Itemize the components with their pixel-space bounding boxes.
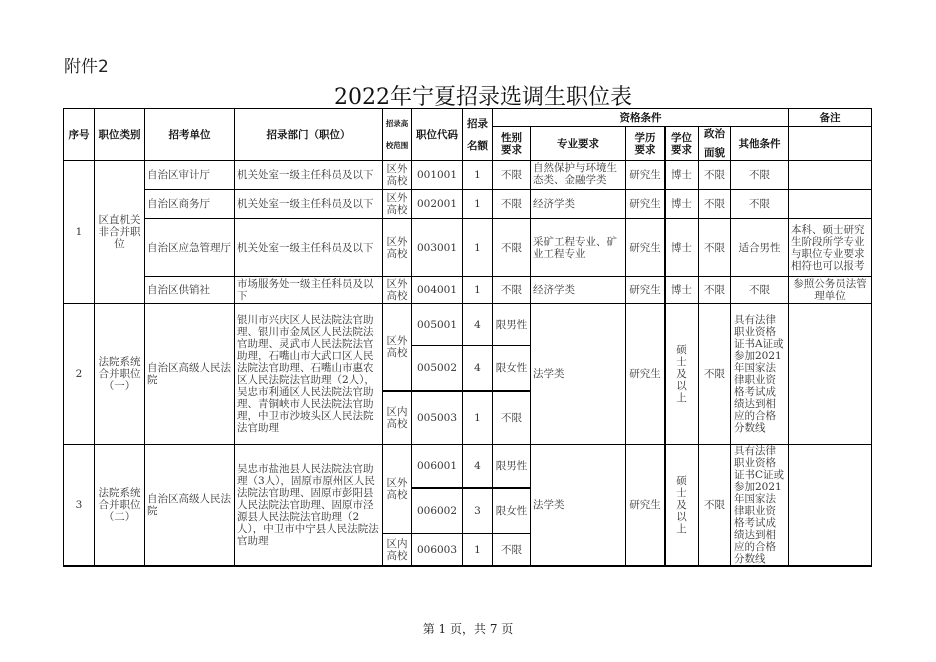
table-row-scope: 区外高校	[383, 190, 412, 219]
group1-seq: 1	[63, 161, 95, 304]
table-row-political: 不限	[699, 161, 731, 190]
group1-category: 区直机关非合并职位	[95, 161, 145, 304]
table-row-gender: 不限	[493, 392, 531, 445]
group3-political: 不限	[699, 445, 731, 567]
table-row-other: 适合男性	[731, 219, 789, 277]
table-row-code: 006001	[412, 445, 463, 489]
table-row-education: 研究生	[626, 219, 665, 277]
header-code: 职位代码	[412, 108, 463, 161]
header-remarks: 备注	[789, 108, 872, 127]
table-row-gender: 不限	[493, 190, 531, 219]
group3-unit: 自治区高级人民法院	[145, 445, 235, 567]
header-major: 专业要求	[531, 127, 626, 161]
table-row-code: 005003	[412, 392, 463, 445]
group3-seq: 3	[63, 445, 95, 567]
table-row-scope: 区外高校	[383, 161, 412, 190]
table-row-code: 005001	[412, 304, 463, 346]
table-row-degree: 博士	[665, 277, 699, 304]
table-row-scope: 区外高校	[383, 219, 412, 277]
table-row-code: 006003	[412, 534, 463, 567]
group2-remarks	[789, 304, 872, 445]
group2-education: 研究生	[626, 304, 665, 445]
table-row-major: 采矿工程专业、矿业工程专业	[531, 219, 626, 277]
table-row-quota: 4	[463, 304, 493, 346]
table-row-political: 不限	[699, 277, 731, 304]
header-political-line2: 面貌	[704, 147, 725, 159]
header-gender: 性别要求	[493, 127, 531, 161]
header-school-scope-line1: 招录高	[385, 118, 409, 128]
table-row-code: 005002	[412, 346, 463, 392]
table-row-major: 经济学类	[531, 190, 626, 219]
table-row-degree: 博士	[665, 190, 699, 219]
table-row-remarks: 参照公务员法管理单位	[789, 277, 872, 304]
table-row-quota: 1	[463, 534, 493, 567]
group3-education: 研究生	[626, 445, 665, 567]
header-unit: 招考单位	[145, 108, 235, 161]
table-row-unit: 自治区商务厅	[145, 190, 235, 219]
page-title: 2022年宁夏招录选调生职位表	[334, 85, 632, 110]
header-degree: 学位要求	[665, 127, 699, 161]
table-row-gender: 限男性	[493, 304, 531, 346]
table-row-degree: 博士	[665, 161, 699, 190]
table-row-gender: 限女性	[493, 489, 531, 534]
table-row-other: 不限	[731, 190, 789, 219]
header-political-line1: 政治	[704, 128, 725, 140]
header-seq: 序号	[63, 108, 95, 161]
header-qualifications: 资格条件	[493, 108, 789, 127]
group2-major: 法学类	[531, 304, 626, 445]
table-row-gender: 限男性	[493, 445, 531, 489]
table-row-code: 006002	[412, 489, 463, 534]
table-row-remarks: 本科、硕士研究生阶段所学专业与职位专业要求相符也可以报考	[789, 219, 872, 277]
table-row-department: 机关处室一级主任科员及以下	[235, 190, 383, 219]
table-row-quota: 1	[463, 190, 493, 219]
header-school-scope	[383, 108, 412, 161]
group3-other: 具有法律职业资格证书C证或参加2021年国家法律职业资格考试成绩达到相应的合格分数线	[731, 445, 789, 567]
page-footer: 第 1 页，共 7 页	[422, 622, 514, 636]
header-education: 学历要求	[626, 127, 665, 161]
header-department: 招录部门（职位）	[235, 108, 383, 161]
group2-political: 不限	[699, 304, 731, 445]
table-row-gender: 不限	[493, 219, 531, 277]
group2-unit: 自治区高级人民法院	[145, 304, 235, 445]
header-other: 其他条件	[731, 127, 789, 161]
table-row-department: 机关处室一级主任科员及以下	[235, 161, 383, 190]
table-row-department: 市场服务处一级主任科员及以下	[235, 277, 383, 304]
group3-major: 法学类	[531, 445, 626, 567]
table-row-quota: 3	[463, 489, 493, 534]
group3-scope-outside: 区外高校	[383, 445, 412, 534]
table-row-quota: 1	[463, 277, 493, 304]
header-political	[699, 127, 731, 161]
group3-scope-inside: 区内高校	[383, 534, 412, 567]
table-row-unit: 自治区应急管理厅	[145, 219, 235, 277]
header-school-scope-line2: 校范围	[385, 140, 409, 150]
table-row-other: 不限	[731, 277, 789, 304]
table-row-political: 不限	[699, 219, 731, 277]
table-row-quota: 4	[463, 445, 493, 489]
table-row-political: 不限	[699, 190, 731, 219]
table-row-gender: 限女性	[493, 346, 531, 392]
group2-scope-outside: 区外高校	[383, 304, 412, 392]
header-remarks-sub	[789, 127, 872, 161]
thick-divider	[664, 127, 666, 567]
group2-seq: 2	[63, 304, 95, 445]
table-row-department: 机关处室一级主任科员及以下	[235, 219, 383, 277]
table-row-gender: 不限	[493, 534, 531, 567]
table-row-other: 不限	[731, 161, 789, 190]
group2-scope-inside: 区内高校	[383, 392, 412, 445]
group2-department: 银川市兴庆区人民法院法官助理、银川市金凤区人民法院法官助理、灵武市人民法院法官助理，石嘴山市大武口区人民法院法官助理、石嘴山市惠农区人民法院法官助理（2人），吴忠市利通区人民法院法官助理、青铜峡市人民法院法官助理，中卫市沙坡头区人民法院法官助理	[235, 304, 383, 445]
table-row-quota: 1	[463, 161, 493, 190]
table-row-degree: 博士	[665, 219, 699, 277]
group3-remarks	[789, 445, 872, 567]
table-row-code: 003001	[412, 219, 463, 277]
table-row-code: 004001	[412, 277, 463, 304]
table-row-code: 001001	[412, 161, 463, 190]
table-row-education: 研究生	[626, 277, 665, 304]
attachment-label: 附件2	[64, 57, 109, 77]
table-row-remarks	[789, 190, 872, 219]
header-category: 职位类别	[95, 108, 145, 161]
table-row-quota: 1	[463, 219, 493, 277]
table-row-quota: 1	[463, 392, 493, 445]
header-quota-line1: 招录	[467, 117, 488, 130]
table-row-remarks	[789, 161, 872, 190]
table-row-gender: 不限	[493, 277, 531, 304]
header-quota-line2: 名额	[467, 139, 488, 152]
table-row-quota: 4	[463, 346, 493, 392]
table-row-major: 自然保护与环境生态类、金融学类	[531, 161, 626, 190]
table-row-unit: 自治区供销社	[145, 277, 235, 304]
header-quota	[463, 108, 493, 161]
group3-department: 吴忠市盐池县人民法院法官助理（3人），固原市原州区人民法院法官助理、固原市彭阳县人民法院法官助理、固原市泾源县人民法院法官助理（2人），中卫市中宁县人民法院法官助理	[235, 445, 383, 567]
table-row-code: 002001	[412, 190, 463, 219]
table-row-scope: 区外高校	[383, 277, 412, 304]
table-row-education: 研究生	[626, 190, 665, 219]
group3-degree: 硕士及以上	[665, 445, 699, 567]
table-row-major: 经济学类	[531, 277, 626, 304]
group3-category: 法院系统合并职位（二）	[95, 445, 145, 567]
table-row-unit: 自治区审计厅	[145, 161, 235, 190]
table-row-gender: 不限	[493, 161, 531, 190]
group2-other: 具有法律职业资格证书A证或参加2021年国家法律职业资格考试成绩达到相应的合格分数线	[731, 304, 789, 445]
group2-degree: 硕士及以上	[665, 304, 699, 445]
group2-category: 法院系统合并职位（一）	[95, 304, 145, 445]
table-row-education: 研究生	[626, 161, 665, 190]
